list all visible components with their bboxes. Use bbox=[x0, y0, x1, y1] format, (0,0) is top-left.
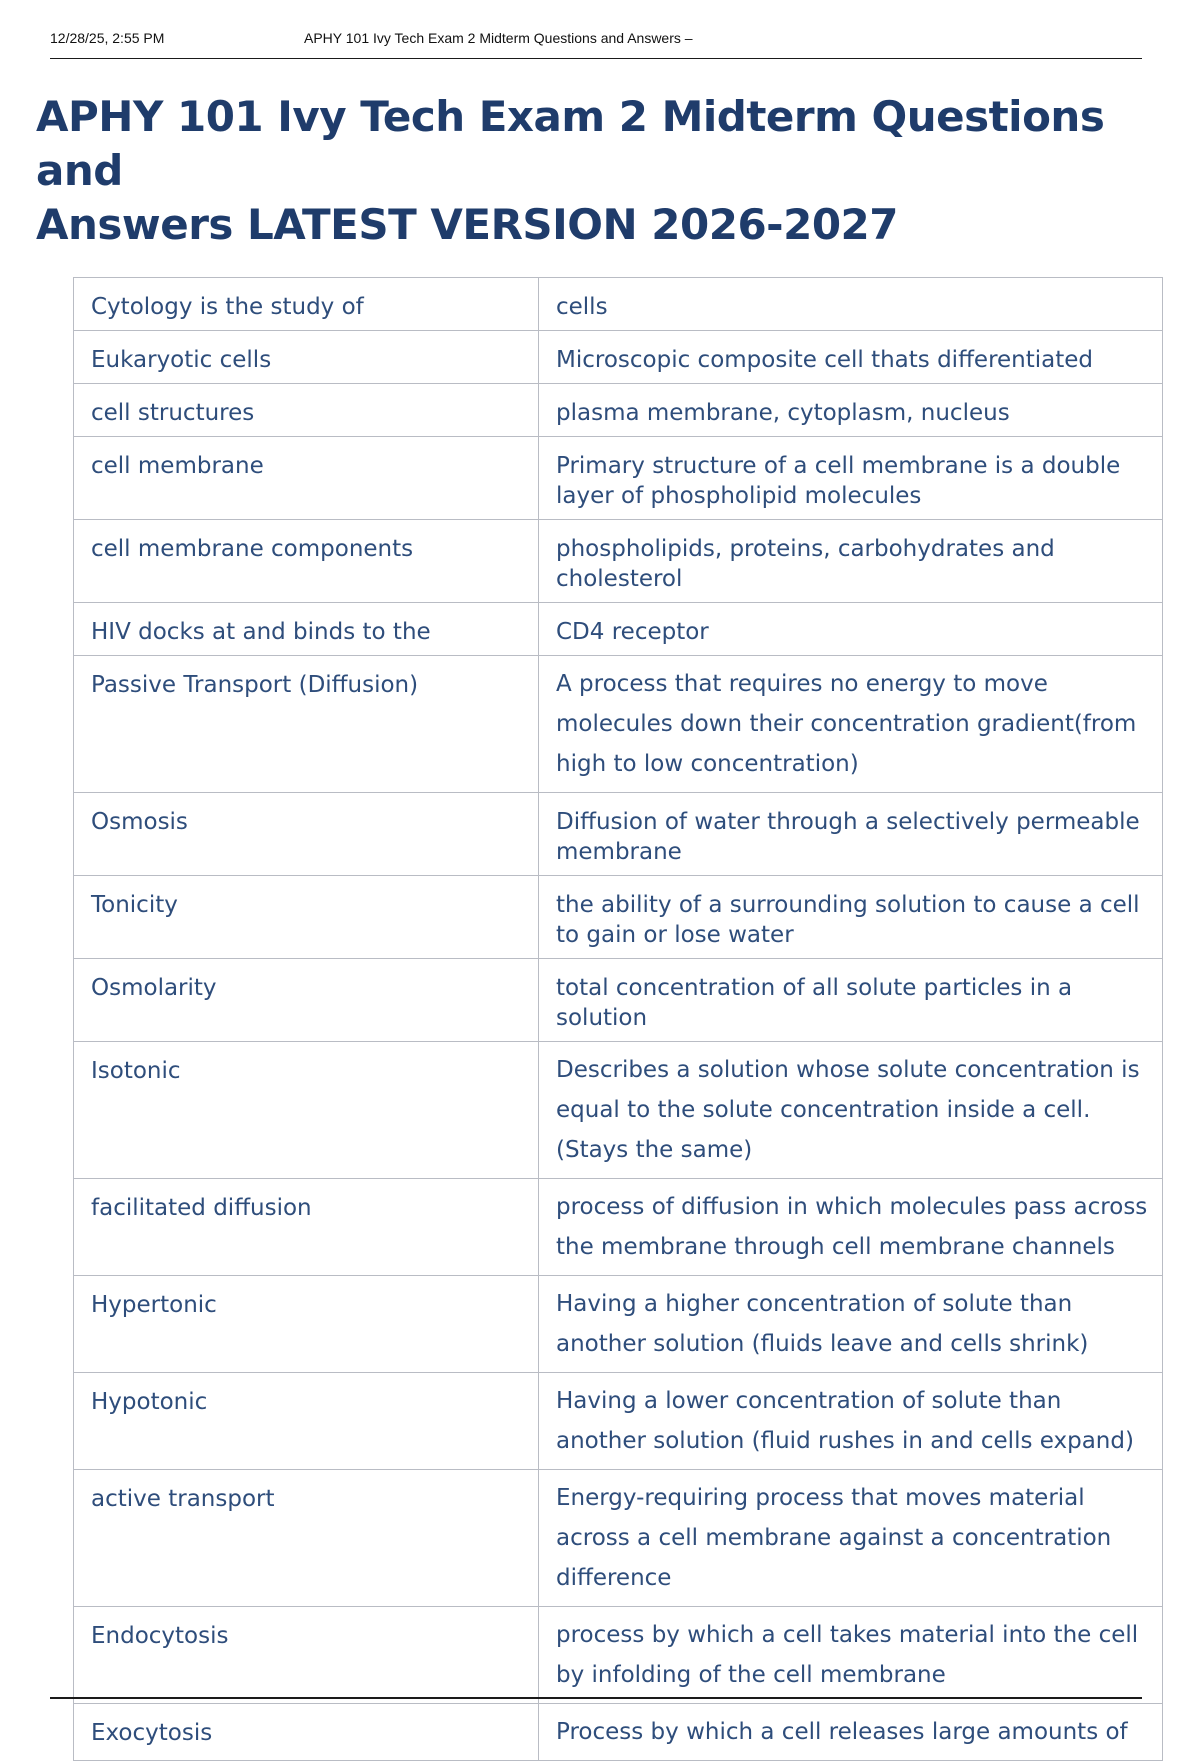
table-row bbox=[74, 1276, 1163, 1373]
term-cell: Tonicity bbox=[74, 876, 539, 959]
definition-cell: total concentration of all solute particles in a solution bbox=[539, 959, 1163, 1042]
table-row bbox=[74, 1704, 1163, 1761]
definition-cell: the ability of a surrounding solution to cause a cell to gain or lose water bbox=[539, 876, 1163, 959]
term-cell: Isotonic bbox=[74, 1042, 539, 1179]
table-row bbox=[74, 278, 1163, 331]
term-cell: active transport bbox=[74, 1470, 539, 1607]
definition-cell: Primary structure of a cell membrane is a double layer of phospholipid molecules bbox=[539, 437, 1163, 520]
print-header bbox=[50, 30, 1142, 59]
table-row bbox=[74, 520, 1163, 603]
table-row bbox=[74, 1179, 1163, 1276]
term-cell: Passive Transport (Diffusion) bbox=[74, 656, 539, 793]
definition-cell: Describes a solution whose solute concentration is equal to the solute concentration inside a cell. (Stays the same) bbox=[539, 1042, 1163, 1179]
definition-cell: cells bbox=[539, 278, 1163, 331]
definition-cell: A process that requires no energy to move molecules down their concentration gradient(from high to low concentration) bbox=[539, 656, 1163, 793]
term-cell: facilitated diffusion bbox=[74, 1179, 539, 1276]
page-title-line-1: APHY 101 Ivy Tech Exam 2 Midterm Questions and bbox=[36, 92, 1105, 195]
term-cell: Endocytosis bbox=[74, 1607, 539, 1704]
print-doc-title: APHY 101 Ivy Tech Exam 2 Midterm Questions and Answers – bbox=[304, 30, 693, 46]
term-cell: Osmosis bbox=[74, 793, 539, 876]
definition-cell: process by which a cell takes material into the cell by infolding of the cell membrane bbox=[539, 1607, 1163, 1704]
term-cell: HIV docks at and binds to the bbox=[74, 603, 539, 656]
page-bottom-rule bbox=[50, 1697, 1142, 1699]
table-row bbox=[74, 603, 1163, 656]
table-row bbox=[74, 1042, 1163, 1179]
page-title bbox=[36, 90, 1156, 252]
definition-cell: Process by which a cell releases large amounts of bbox=[539, 1704, 1163, 1761]
definition-cell: plasma membrane, cytoplasm, nucleus bbox=[539, 384, 1163, 437]
qa-table bbox=[73, 277, 1163, 1761]
term-cell: cell structures bbox=[74, 384, 539, 437]
table-row bbox=[74, 793, 1163, 876]
term-cell: Eukaryotic cells bbox=[74, 331, 539, 384]
table-row bbox=[74, 1470, 1163, 1607]
term-cell: Osmolarity bbox=[74, 959, 539, 1042]
term-cell: cell membrane components bbox=[74, 520, 539, 603]
definition-cell: Microscopic composite cell thats differentiated bbox=[539, 331, 1163, 384]
table-row bbox=[74, 384, 1163, 437]
definition-cell: Having a lower concentration of solute than another solution (fluid rushes in and cells expand) bbox=[539, 1373, 1163, 1470]
print-datetime: 12/28/25, 2:55 PM bbox=[50, 30, 165, 46]
definition-cell: CD4 receptor bbox=[539, 603, 1163, 656]
table-row bbox=[74, 1607, 1163, 1704]
definition-cell: Diffusion of water through a selectively permeable membrane bbox=[539, 793, 1163, 876]
page-title-line-2: Answers LATEST VERSION 2026-2027 bbox=[36, 200, 899, 249]
table-row bbox=[74, 876, 1163, 959]
term-cell: Cytology is the study of bbox=[74, 278, 539, 331]
table-row bbox=[74, 437, 1163, 520]
definition-cell: Energy-requiring process that moves material across a cell membrane against a concentration difference bbox=[539, 1470, 1163, 1607]
term-cell: Hypotonic bbox=[74, 1373, 539, 1470]
table-row bbox=[74, 959, 1163, 1042]
table-row bbox=[74, 656, 1163, 793]
term-cell: cell membrane bbox=[74, 437, 539, 520]
definition-cell: phospholipids, proteins, carbohydrates and cholesterol bbox=[539, 520, 1163, 603]
table-row bbox=[74, 1373, 1163, 1470]
definition-cell: process of diffusion in which molecules pass across the membrane through cell membrane channels bbox=[539, 1179, 1163, 1276]
table-row bbox=[74, 331, 1163, 384]
term-cell: Exocytosis bbox=[74, 1704, 539, 1761]
qa-table-container bbox=[73, 277, 1163, 1746]
term-cell: Hypertonic bbox=[74, 1276, 539, 1373]
definition-cell: Having a higher concentration of solute than another solution (fluids leave and cells shrink) bbox=[539, 1276, 1163, 1373]
